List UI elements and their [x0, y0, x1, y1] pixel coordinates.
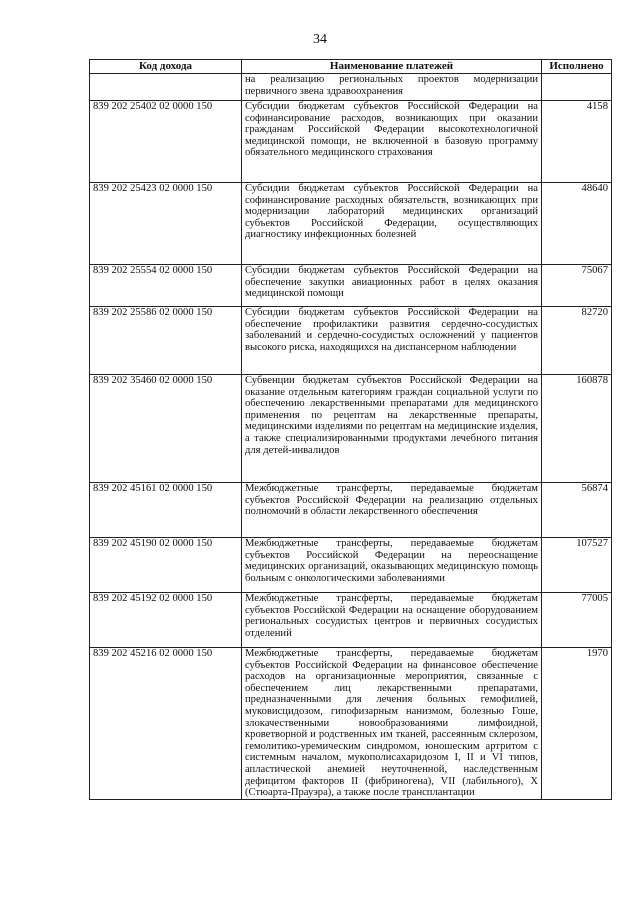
- payment-name: Субсидии бюджетам субъектов Российской Федерации на обеспечение профилактики развития сердечно-сосудистых заболеваний и сердечно-сосудистых осложнений у пациентов высокого риска, находящихся на диспансерном наблюдении: [242, 307, 542, 375]
- payment-name: Межбюджетные трансферты, передаваемые бюджетам субъектов Российской Федерации на реализацию отдельных полномочий в области лекарственного обеспечения: [242, 483, 542, 538]
- payment-name: Межбюджетные трансферты, передаваемые бюджетам субъектов Российской Федерации на оснащение оборудованием региональных сосудистых центров и первичных сосудистых отделений: [242, 593, 542, 648]
- executed-amount: [542, 74, 612, 101]
- table-row: [90, 538, 612, 593]
- header-executed: Исполнено: [542, 60, 612, 74]
- table-row: [90, 183, 612, 265]
- payment-name: на реализацию региональных проектов модернизации первичного звена здравоохранения: [242, 74, 542, 101]
- payment-name: Межбюджетные трансферты, передаваемые бюджетам субъектов Российской Федерации на переоснащение медицинских организаций, оказывающих медицинскую помощь больным с онкологическими заболеваниями: [242, 538, 542, 593]
- executed-amount: 48640: [542, 183, 612, 265]
- table-row: [90, 483, 612, 538]
- payment-name: Субсидии бюджетам субъектов Российской Федерации на софинансирование расходных обязательств, возникающих при модернизации лабораторий медицинских организаций субъектов Российской Федерации, осуществляющих диагностику инфекционных болезней: [242, 183, 542, 265]
- revenue-code: 839 202 25402 02 0000 150: [90, 101, 242, 183]
- header-payment-name: Наименование платежей: [242, 60, 542, 74]
- revenue-code: 839 202 45190 02 0000 150: [90, 538, 242, 593]
- table-row: [90, 593, 612, 648]
- revenue-code: 839 202 45192 02 0000 150: [90, 593, 242, 648]
- executed-amount: 160878: [542, 375, 612, 483]
- table-row: [90, 265, 612, 307]
- header-revenue-code: Код дохода: [90, 60, 242, 74]
- revenue-code: 839 202 25423 02 0000 150: [90, 183, 242, 265]
- revenue-code: 839 202 45216 02 0000 150: [90, 648, 242, 800]
- executed-amount: 82720: [542, 307, 612, 375]
- executed-amount: 75067: [542, 265, 612, 307]
- payment-name: Субвенции бюджетам субъектов Российской Федерации на оказание отдельным категориям граждан социальной услуги по обеспечению лекарственными препаратами для медицинского применения по рецептам на лекарственные препараты, медицинскими изделиями по рецептам на медицинские изделия, а также специализированными продуктами лечебного питания для детей-инвалидов: [242, 375, 542, 483]
- executed-amount: 1970: [542, 648, 612, 800]
- table-row: [90, 375, 612, 483]
- payment-name: Субсидии бюджетам субъектов Российской Федерации на софинансирование расходов, возникающих при оказании гражданам Российской Федерации высокотехнологичной медицинской помощи, не включенной в базовую программу обязательного медицинского страхования: [242, 101, 542, 183]
- revenue-code: 839 202 25586 02 0000 150: [90, 307, 242, 375]
- executed-amount: 77005: [542, 593, 612, 648]
- table-row: [90, 648, 612, 800]
- revenue-code: 839 202 35460 02 0000 150: [90, 375, 242, 483]
- table-header-row: [90, 60, 612, 74]
- table-row: [90, 307, 612, 375]
- executed-amount: 107527: [542, 538, 612, 593]
- revenue-code: 839 202 25554 02 0000 150: [90, 265, 242, 307]
- payment-name: Межбюджетные трансферты, передаваемые бюджетам субъектов Российской Федерации на финансовое обеспечение расходов на организационные мероприятия, связанные с обеспечением лиц лекарственными препаратами, предназначенными для лечения больных гемофилией, муковисцидозом, гипофизарным нанизмом, болезнью Гоше, злокачественными новообразованиями лимфоидной, кроветворной и родственных им тканей, рассеянным склерозом, гемолитико-уремическим синдромом, юношеским артритом с системным началом, мукополисахаридозом I, II и VI типов, апластической анемией неуточненной, наследственным дефицитом факторов II (фибриногена), VII (лабильного), X (Стюарта-Прауэра), а также после трансплантации: [242, 648, 542, 800]
- executed-amount: 4158: [542, 101, 612, 183]
- table-row: [90, 74, 612, 101]
- revenue-table: [89, 59, 612, 800]
- revenue-code: [90, 74, 242, 101]
- payment-name: Субсидии бюджетам субъектов Российской Федерации на обеспечение закупки авиационных работ в целях оказания медицинской помощи: [242, 265, 542, 307]
- revenue-code: 839 202 45161 02 0000 150: [90, 483, 242, 538]
- page-number: 34: [313, 32, 327, 47]
- executed-amount: 56874: [542, 483, 612, 538]
- table-row: [90, 101, 612, 183]
